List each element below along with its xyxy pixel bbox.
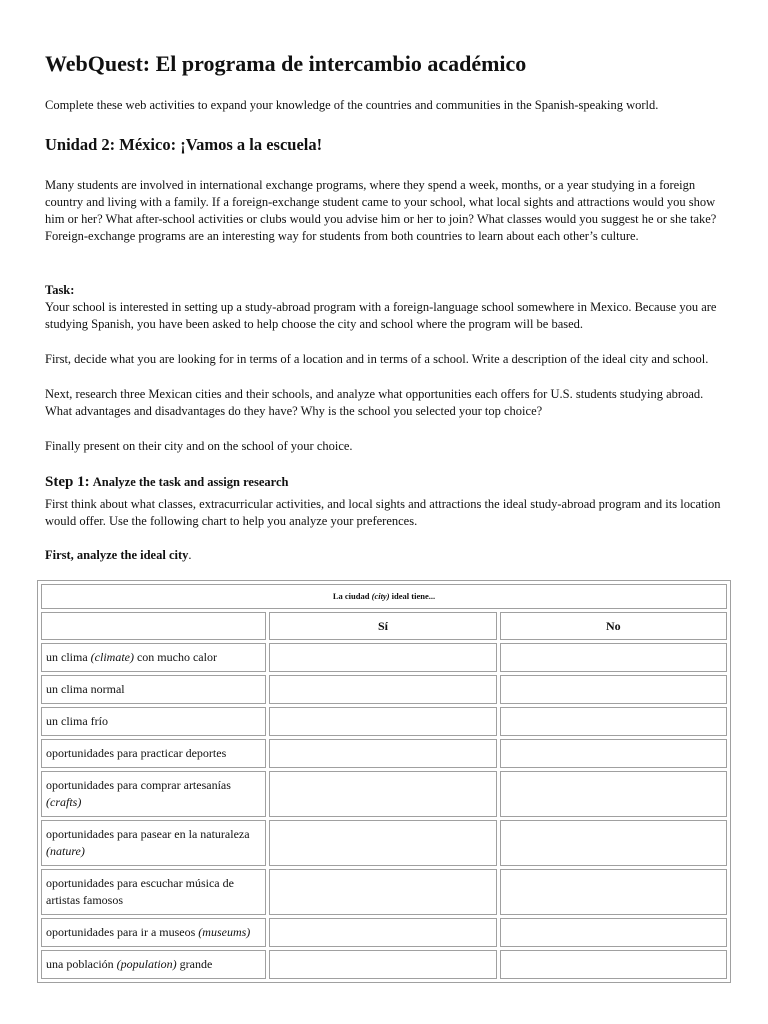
no-cell[interactable] — [500, 675, 727, 704]
no-cell[interactable] — [500, 771, 727, 817]
si-cell[interactable] — [269, 675, 496, 704]
si-cell[interactable] — [269, 771, 496, 817]
unit-title: Unidad 2: México: ¡Vamos a la escuela! — [45, 135, 323, 154]
row-label: oportunidades para practicar deportes — [41, 739, 266, 768]
step1-subtitle: Analyze the task and assign research — [92, 475, 289, 489]
city-preferences-table — [37, 580, 731, 983]
table-row — [41, 675, 727, 704]
intro-paragraph: Many students are involved in international exchange programs, where they spend a week, months, or a year studying in a foreign country and living with a family. If a foreign-exchange student came to your school, what local sights and attractions would you show him or her? What after-school activities or clubs would you advise him or her to join? What classes would you suggest he or she take? Foreign-exchange programs are an interesting way for students from both countries to learn about each other’s culture. — [45, 178, 717, 243]
task-next: Next, research three Mexican cities and their schools, and analyze what opportunities each offers for U.S. students studying abroad. What advantages and disadvantages do they have? Why is the school you selected your top choice? — [45, 387, 704, 418]
task-section — [45, 282, 725, 333]
analyze-city-line — [45, 547, 725, 564]
row-label: oportunidades para ir a museos (museums) — [41, 918, 266, 947]
row-label: un clima frío — [41, 707, 266, 736]
no-cell[interactable] — [500, 950, 727, 979]
table-row — [41, 707, 727, 736]
table-row — [41, 739, 727, 768]
table-row — [41, 820, 727, 866]
no-cell[interactable] — [500, 739, 727, 768]
no-cell[interactable] — [500, 643, 727, 672]
no-cell[interactable] — [500, 869, 727, 915]
si-cell[interactable] — [269, 707, 496, 736]
task-text: Your school is interested in setting up a study-abroad program with a foreign-language school somewhere in Mexico. Because you are studying Spanish, you have been asked to help choose the city and school where the program will be based. — [45, 300, 717, 331]
row-label: una población (population) grande — [41, 950, 266, 979]
row-label: oportunidades para escuchar música de artistas famosos — [41, 869, 266, 915]
row-label: oportunidades para comprar artesanías (crafts) — [41, 771, 266, 817]
step1-text: First think about what classes, extracurricular activities, and local sights and attractions the ideal study-abroad program and its location would offer. Use the following chart to help you analyze your preferences. — [45, 497, 721, 528]
si-cell[interactable] — [269, 739, 496, 768]
table-row — [41, 771, 727, 817]
si-cell[interactable] — [269, 950, 496, 979]
analyze-city-period: . — [188, 548, 192, 562]
column-header-si: Sí — [269, 612, 496, 640]
analyze-city-label: First, analyze the ideal city — [45, 548, 189, 562]
header-empty-cell — [41, 612, 266, 640]
no-cell[interactable] — [500, 707, 727, 736]
table-row — [41, 950, 727, 979]
si-cell[interactable] — [269, 643, 496, 672]
si-cell[interactable] — [269, 869, 496, 915]
step1-label: Step 1: — [45, 474, 90, 490]
page-title: WebQuest: El programa de intercambio académico — [45, 51, 527, 76]
intro-text: Complete these web activities to expand your knowledge of the countries and communities in the Spanish-speaking world. — [45, 98, 659, 112]
table-row — [41, 918, 727, 947]
table-row — [41, 643, 727, 672]
table-row — [41, 869, 727, 915]
no-cell[interactable] — [500, 918, 727, 947]
task-finally: Finally present on their city and on the school of your choice. — [45, 439, 353, 453]
task-heading: Task: — [45, 283, 75, 297]
task-first: First, decide what you are looking for in terms of a location and in terms of a school. Write a description of the ideal city and school. — [45, 352, 709, 366]
no-cell[interactable] — [500, 820, 727, 866]
table-caption: La ciudad (city) ideal tiene... — [41, 584, 727, 609]
row-label: un clima normal — [41, 675, 266, 704]
column-header-no: No — [500, 612, 727, 640]
row-label: oportunidades para pasear en la naturaleza (nature) — [41, 820, 266, 866]
si-cell[interactable] — [269, 918, 496, 947]
row-label: un clima (climate) con mucho calor — [41, 643, 266, 672]
step1-heading — [45, 474, 725, 491]
si-cell[interactable] — [269, 820, 496, 866]
